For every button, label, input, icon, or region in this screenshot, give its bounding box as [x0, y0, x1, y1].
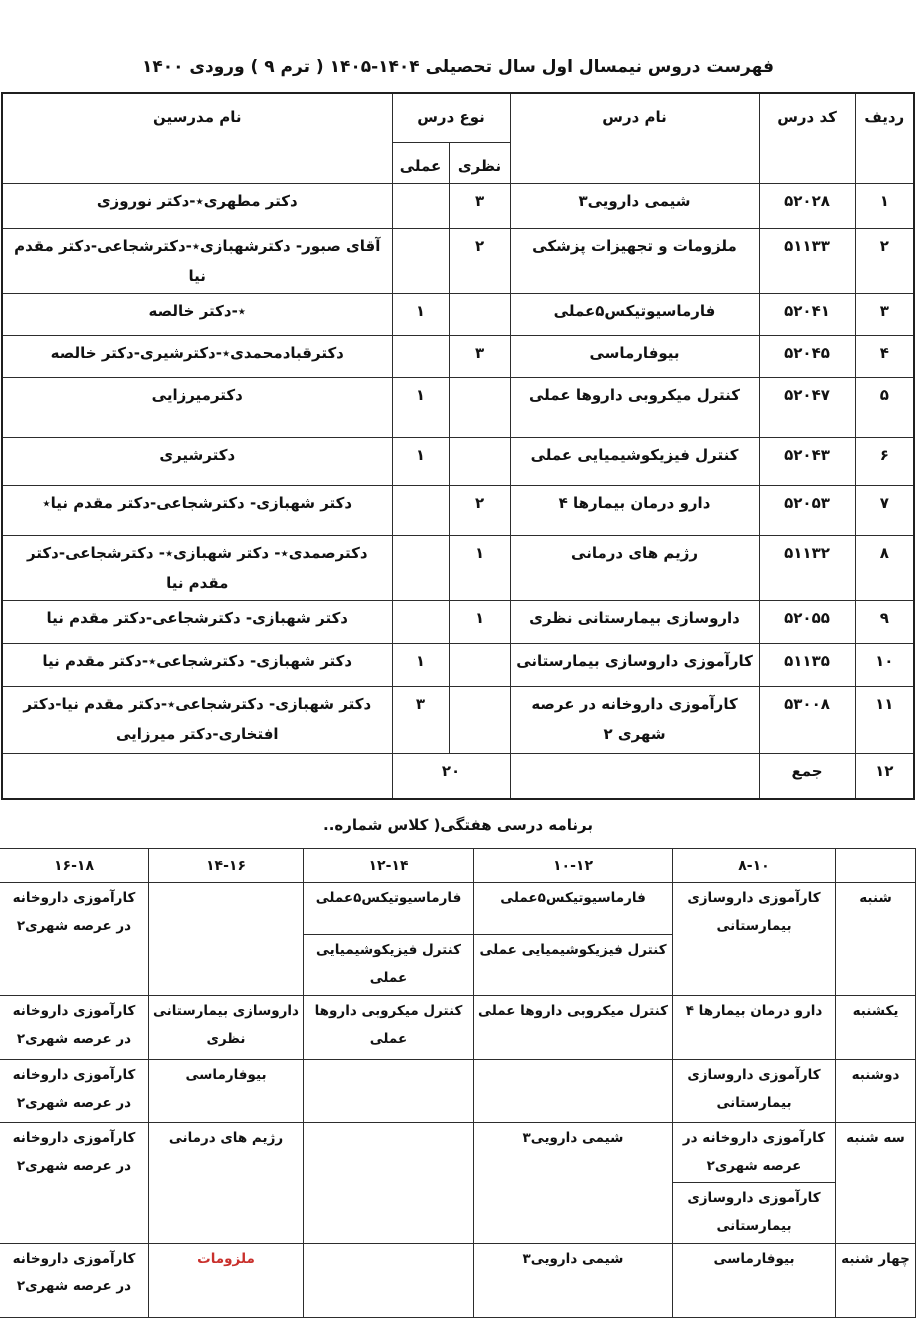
- schedule-cell: رژیم های درمانی: [149, 1122, 304, 1243]
- schedule-header-row: [0, 848, 916, 883]
- cell-instructors: دکتر شهبازی- دکترشجاعی-دکتر مقدم نیا: [2, 601, 392, 644]
- schedule-cell: بیوفارماسی: [673, 1243, 836, 1317]
- course-row: [2, 336, 914, 378]
- empty-cell: [510, 754, 759, 799]
- schedule-row-wednesday: [0, 1243, 916, 1317]
- course-row: [2, 486, 914, 536]
- schedule-cell-empty: [304, 1243, 474, 1317]
- cell-row-id: ۲: [855, 229, 914, 294]
- cell-practical-units: ۳: [392, 687, 449, 754]
- cell-course-code: ۵۲۰۴۳: [759, 438, 855, 486]
- header-practical: عملی: [392, 143, 449, 184]
- day-label: دوشنبه: [836, 1059, 916, 1122]
- schedule-cell-empty: [474, 1059, 673, 1122]
- cell-theory-units: [449, 378, 510, 438]
- course-row: [2, 687, 914, 754]
- cell-course-code: ۵۲۰۴۵: [759, 336, 855, 378]
- cell-course-name: شیمی دارویی۳: [510, 184, 759, 229]
- day-label: شنبه: [836, 883, 916, 995]
- cell-course-name: کارآموزی داروخانه در عرصه شهری ۲: [510, 687, 759, 754]
- cell-practical-units: [392, 184, 449, 229]
- schedule-cell: کارآموزی داروخانه در عرصه شهری۲: [673, 1122, 836, 1182]
- cell-instructors: ٭-دکتر خالصه: [2, 294, 392, 336]
- schedule-cell: کنترل فیزیکوشیمیایی عملی: [474, 935, 673, 995]
- cell-practical-units: [392, 486, 449, 536]
- cell-practical-units: ۱: [392, 644, 449, 687]
- document-title: فهرست دروس نیمسال اول سال تحصیلی ۱۴۰۴-۱۴۰۵ ( ترم ۹ ) ورودی ۱۴۰۰: [141, 57, 774, 77]
- cell-practical-units: ۱: [392, 378, 449, 438]
- cell-instructors: دکترصمدی٭- دکتر شهبازی٭- دکترشجاعی-دکتر مقدم نیا: [2, 536, 392, 601]
- cell-course-name: ملزومات و تجهیزات پزشکی: [510, 229, 759, 294]
- cell-instructors: دکترشیری: [2, 438, 392, 486]
- course-row: [2, 378, 914, 438]
- schedule-row-monday: [0, 1059, 916, 1122]
- day-label: چهار شنبه: [836, 1243, 916, 1317]
- course-row: [2, 601, 914, 644]
- schedule-cell: فارماسیوتیکس۵عملی: [304, 883, 474, 935]
- cell-row-id: ۱۱: [855, 687, 914, 754]
- cell-row-id: ۴: [855, 336, 914, 378]
- cell-row-id: ۱: [855, 184, 914, 229]
- cell-course-code: ۵۱۱۳۵: [759, 644, 855, 687]
- time-header-16-18: ۱۶-۱۸: [0, 848, 149, 883]
- cell-theory-units: [449, 687, 510, 754]
- course-row: [2, 644, 914, 687]
- cell-row-id: ۱۲: [855, 754, 914, 799]
- cell-course-code: ۵۲۰۵۳: [759, 486, 855, 536]
- cell-course-code: ۵۲۰۴۱: [759, 294, 855, 336]
- header-instructors: نام مدرسین: [2, 93, 392, 184]
- cell-course-code: ۵۲۰۴۷: [759, 378, 855, 438]
- schedule-cell-empty: [304, 1059, 474, 1122]
- schedule-row-saturday: [0, 883, 916, 935]
- total-units: ۲۰: [392, 754, 510, 799]
- schedule-cell: کنترل فیزیکوشیمیایی عملی: [304, 935, 474, 995]
- cell-theory-units: [449, 644, 510, 687]
- cell-theory-units: ۱: [449, 536, 510, 601]
- schedule-cell: کارآموزی داروخانه در عرصه شهری۲: [0, 883, 149, 995]
- cell-row-id: ۶: [855, 438, 914, 486]
- cell-theory-units: ۳: [449, 336, 510, 378]
- cell-practical-units: [392, 229, 449, 294]
- cell-instructors: دکتر شهبازی- دکترشجاعی٭-دکتر مقدم نیا-دکتر افتخاری-دکتر میرزایی: [2, 687, 392, 754]
- schedule-row-sunday: [0, 995, 916, 1059]
- schedule-cell: کنترل میکروبی داروها عملی: [474, 995, 673, 1059]
- cell-theory-units: ۱: [449, 601, 510, 644]
- day-label: سه شنبه: [836, 1122, 916, 1243]
- cell-row-id: ۹: [855, 601, 914, 644]
- cell-course-name: بیوفارماسی: [510, 336, 759, 378]
- cell-theory-units: [449, 294, 510, 336]
- schedule-cell: کارآموزی داروسازی بیمارستانی: [673, 883, 836, 995]
- time-header-10-12: ۱۰-۱۲: [474, 848, 673, 883]
- schedule-cell-empty: [304, 1122, 474, 1243]
- cell-course-name: رژیم های درمانی: [510, 536, 759, 601]
- header-course-code: کد درس: [759, 93, 855, 184]
- cell-course-code: ۵۲۰۵۵: [759, 601, 855, 644]
- cell-practical-units: [392, 336, 449, 378]
- header-course-type: نوع درس: [392, 93, 510, 143]
- cell-practical-units: ۱: [392, 294, 449, 336]
- cell-course-code: ۵۳۰۰۸: [759, 687, 855, 754]
- schedule-cell: فارماسیوتیکس۵عملی: [474, 883, 673, 935]
- course-row: [2, 184, 914, 229]
- schedule-cell: بیوفارماسی: [149, 1059, 304, 1122]
- schedule-cell: کنترل میکروبی داروها عملی: [304, 995, 474, 1059]
- cell-instructors: دکترمیرزایی: [2, 378, 392, 438]
- header-row-id: ردیف: [855, 93, 914, 184]
- schedule-cell: کارآموزی داروسازی بیمارستانی: [673, 1183, 836, 1243]
- header-theory: نظری: [449, 143, 510, 184]
- course-row: [2, 438, 914, 486]
- cell-instructors: دکتر شهبازی- دکترشجاعی-دکتر مقدم نیا٭: [2, 486, 392, 536]
- courses-header-row: [2, 93, 914, 143]
- cell-course-name: کنترل فیزیکوشیمیایی عملی: [510, 438, 759, 486]
- cell-course-code: ۵۱۱۳۳: [759, 229, 855, 294]
- day-label: یکشنبه: [836, 995, 916, 1059]
- schedule-cell: کارآموزی داروخانه در عرصه شهری۲: [0, 1122, 149, 1243]
- total-label: جمع: [759, 754, 855, 799]
- weekly-schedule-table: [0, 848, 916, 1318]
- cell-practical-units: [392, 536, 449, 601]
- cell-theory-units: [449, 438, 510, 486]
- cell-row-id: ۱۰: [855, 644, 914, 687]
- cell-course-code: ۵۱۱۳۲: [759, 536, 855, 601]
- course-row: [2, 229, 914, 294]
- schedule-cell: دارو درمان بیمارها ۴: [673, 995, 836, 1059]
- cell-row-id: ۳: [855, 294, 914, 336]
- cell-row-id: ۷: [855, 486, 914, 536]
- cell-theory-units: ۲: [449, 486, 510, 536]
- courses-table: [1, 92, 915, 800]
- time-header-8-10: ۸-۱۰: [673, 848, 836, 883]
- time-header-14-16: ۱۴-۱۶: [149, 848, 304, 883]
- schedule-cell: کارآموزی داروخانه در عرصه شهری۲: [0, 995, 149, 1059]
- empty-cell: [2, 754, 392, 799]
- cell-course-code: ۵۲۰۲۸: [759, 184, 855, 229]
- cell-instructors: دکتر مطهری٭-دکتر نوروزی: [2, 184, 392, 229]
- schedule-cell-highlighted: ملزومات: [149, 1243, 304, 1317]
- schedule-row-tuesday: [0, 1122, 916, 1182]
- header-course-name: نام درس: [510, 93, 759, 184]
- cell-course-name: کارآموزی داروسازی بیمارستانی: [510, 644, 759, 687]
- cell-theory-units: ۲: [449, 229, 510, 294]
- cell-row-id: ۸: [855, 536, 914, 601]
- schedule-cell: کارآموزی داروخانه در عرصه شهری۲: [0, 1243, 149, 1317]
- cell-course-name: کنترل میکروبی داروها عملی: [510, 378, 759, 438]
- schedule-cell: داروسازی بیمارستانی نظری: [149, 995, 304, 1059]
- schedule-cell: کارآموزی داروسازی بیمارستانی: [673, 1059, 836, 1122]
- cell-row-id: ۵: [855, 378, 914, 438]
- cell-instructors: آقای صبور- دکترشهبازی٭-دکترشجاعی-دکتر مقدم نیا: [2, 229, 392, 294]
- day-column-header: [836, 848, 916, 883]
- schedule-cell: کارآموزی داروخانه در عرصه شهری۲: [0, 1059, 149, 1122]
- course-row: [2, 536, 914, 601]
- cell-practical-units: [392, 601, 449, 644]
- time-header-12-14: ۱۲-۱۴: [304, 848, 474, 883]
- cell-course-name: داروسازی بیمارستانی نظری: [510, 601, 759, 644]
- schedule-caption: برنامه درسی هفتگی( کلاس شماره..: [323, 815, 593, 834]
- schedule-cell-empty: [149, 883, 304, 995]
- course-row: [2, 294, 914, 336]
- cell-instructors: دکتر شهبازی- دکترشجاعی٭-دکتر مقدم نیا: [2, 644, 392, 687]
- cell-course-name: دارو درمان بیمارها ۴: [510, 486, 759, 536]
- cell-instructors: دکترقبادمحمدی٭-دکترشیری-دکتر خالصه: [2, 336, 392, 378]
- schedule-cell: شیمی دارویی۳: [474, 1243, 673, 1317]
- schedule-cell: شیمی دارویی۳: [474, 1122, 673, 1243]
- cell-course-name: فارماسیوتیکس۵عملی: [510, 294, 759, 336]
- cell-theory-units: ۳: [449, 184, 510, 229]
- total-row: [2, 754, 914, 799]
- cell-practical-units: ۱: [392, 438, 449, 486]
